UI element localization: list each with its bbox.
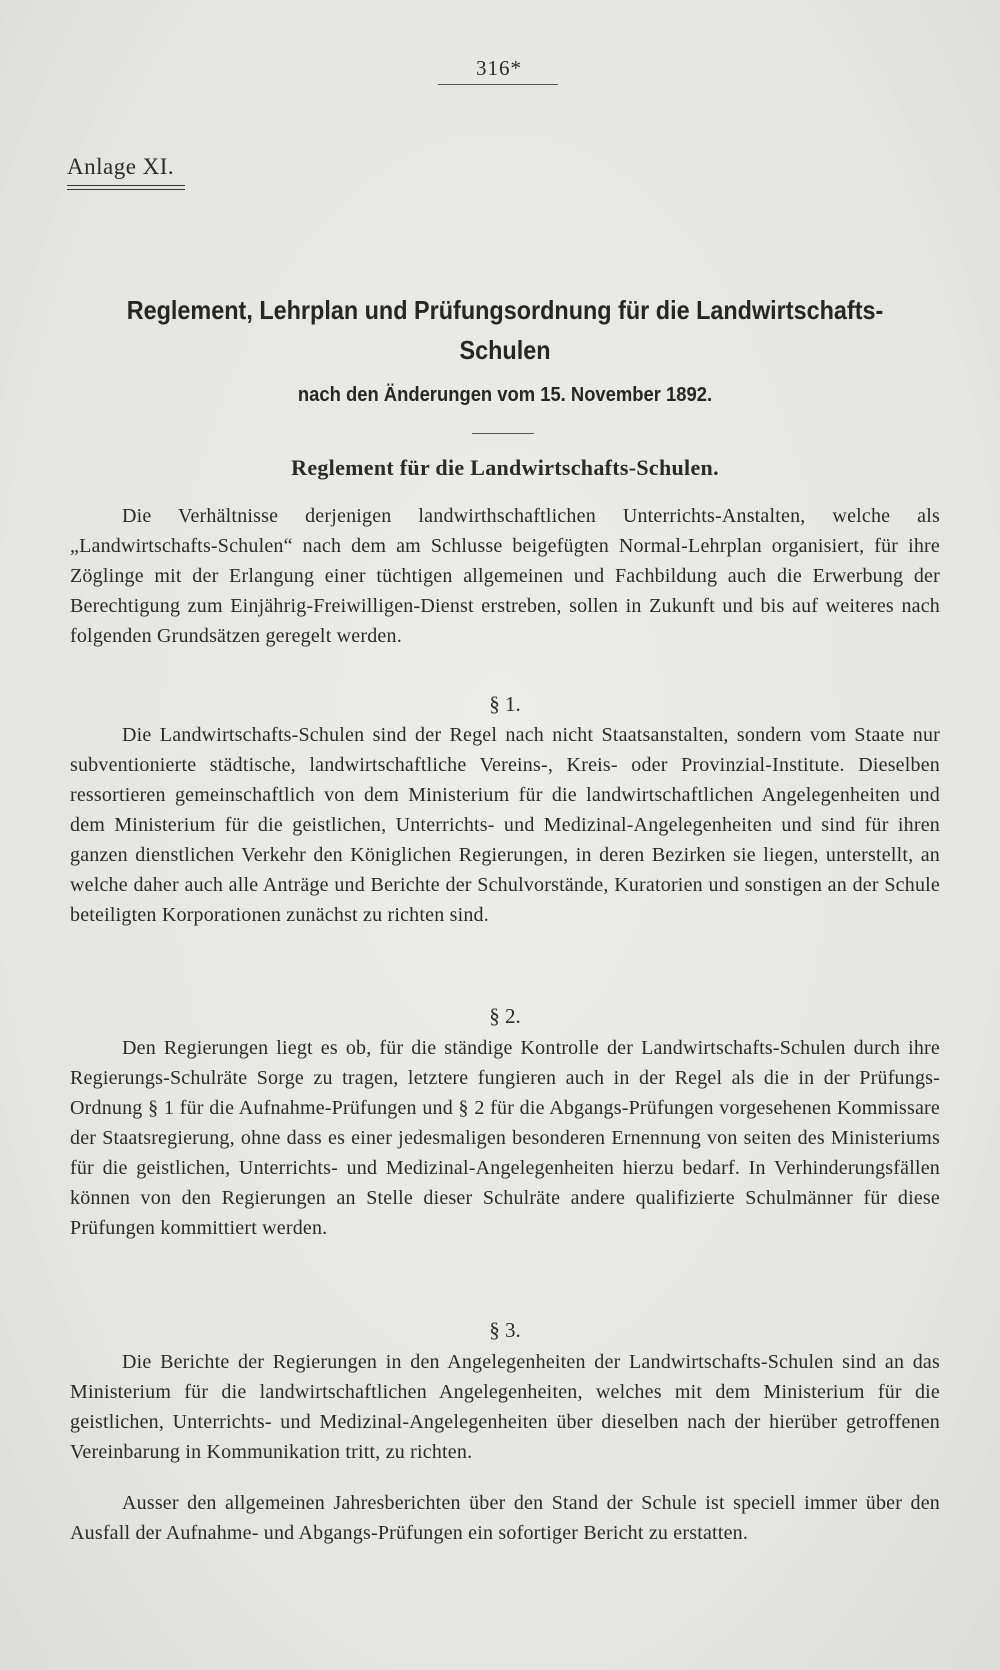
document-title: Reglement, Lehrplan und Prüfungsordnung für die Landwirtschafts-Schulen xyxy=(126,295,884,365)
section-1-mark: § 1. xyxy=(489,692,521,716)
section-2-mark: § 2. xyxy=(489,1004,521,1028)
intro-paragraph: Die Verhältnisse derjenigen landwirthschaftlichen Unterrichts-Anstalten, welche als „Landwirtschafts-Schulen“ nach dem am Schlusse beigefügten Normal-Lehrplan organisiert, für ihre Zöglinge mit der Erlangung einer tüchtigen allgemeinen und Fachbildung auch die Erwerbung der Berechtigung zum Einjährig-Freiwilligen-Dienst erstreben, sollen in Zukunft und bis auf weiteres nach folgenden Grundsätzen geregelt werden. xyxy=(70,505,940,647)
section-3-paragraph-1: Die Berichte der Regierungen in den Angelegenheiten der Landwirtschafts-Schulen sind an das Ministerium für die landwirtschaftlichen Angelegenheiten, welches mit dem Ministerium für die geistlichen, Unterrichts- und Medizinal-Angelegenheiten über dieselben nach der hierüber getroffenen Vereinbarung in Kommunikation tritt, zu richten. xyxy=(70,1351,940,1463)
appendix-label: Anlage XI. xyxy=(67,154,175,179)
section-2-paragraph: Den Regierungen liegt es ob, für die ständige Kontrolle der Landwirtschafts-Schulen durch ihre Regierungs-Schulräte Sorge zu tragen, letztere fungieren auch in der Regel als die in der Prüfungs-Ordnung § 1 für die Aufnahme-Prüfungen und § 2 für die Abgangs-Prüfungen vorgesehenen Kommissare der Staatsregierung, ohne dass es einer jedesmaligen besonderen Ernennung von seiten des Ministeriums für die geistlichen, Unterrichts- und Medizinal-Angelegenheiten hierzu bedarf. In Verhinderungsfällen können von den Regierungen an Stelle dieser Schulräte andere qualifizierte Schulmänner für diese Prüfungen kommittiert werden. xyxy=(70,1037,940,1239)
page-number: 316* xyxy=(476,56,522,80)
document-subtitle: nach den Änderungen vom 15. November 1892. xyxy=(297,384,713,406)
section-3-paragraph-2: Ausser den allgemeinen Jahresberichten über den Stand der Schule ist speciell immer über den Ausfall der Aufnahme- und Abgangs-Prüfungen ein sofortiger Bericht zu erstatten. xyxy=(70,1492,940,1544)
section-3-mark: § 3. xyxy=(489,1318,521,1342)
section-1-paragraph: Die Landwirtschafts-Schulen sind der Regel nach nicht Staatsanstalten, sondern vom Staate nur subventionierte städtische, landwirtschaftliche Vereins-, Kreis- oder Provinzial-Institute. Dieselben ressortieren gemeinschaftlich von dem Ministerium für die landwirtschaftlichen Angelegenheiten und dem Ministerium für die geistlichen, Unterrichts- und Medizinal-Angelegenheiten und sind für ihren ganzen dienstlichen Verkehr den Königlichen Regierungen, in deren Bezirken sie liegen, unterstellt, an welche daher auch alle Anträge und Berichte der Schulvorstände, Kuratorien und sonstigen an der Schule beteiligten Korporationen zunächst zu richten sind. xyxy=(70,724,940,926)
section-heading: Reglement für die Landwirtschafts-Schulen. xyxy=(291,455,719,480)
page-number-rule xyxy=(438,84,558,85)
appendix-underline xyxy=(67,185,185,190)
title-divider xyxy=(472,433,534,434)
